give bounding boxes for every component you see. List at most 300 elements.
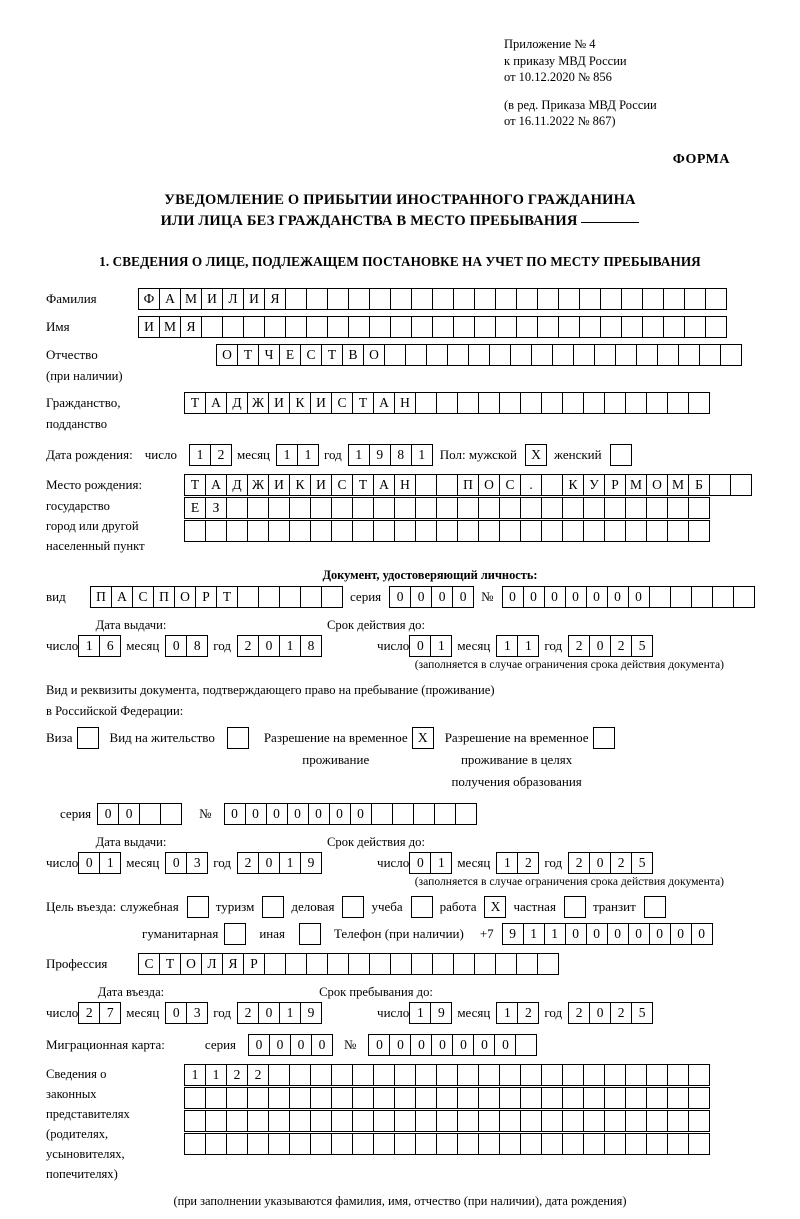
char-cell[interactable] bbox=[516, 953, 538, 975]
char-cell[interactable]: Я bbox=[264, 288, 286, 310]
char-cell[interactable] bbox=[709, 474, 731, 496]
char-cell[interactable] bbox=[610, 444, 632, 466]
char-cell[interactable] bbox=[667, 497, 689, 519]
char-cell[interactable]: 2 bbox=[210, 444, 232, 466]
char-cell[interactable]: Ж bbox=[247, 474, 269, 496]
char-cell[interactable] bbox=[625, 1133, 647, 1155]
char-cell[interactable] bbox=[541, 497, 563, 519]
char-cell[interactable] bbox=[299, 923, 321, 945]
char-cell[interactable]: А bbox=[205, 392, 227, 414]
char-cell[interactable] bbox=[226, 1087, 248, 1109]
char-cell[interactable]: И bbox=[268, 474, 290, 496]
char-cell[interactable] bbox=[562, 1064, 584, 1086]
char-cell[interactable] bbox=[625, 392, 647, 414]
char-cell[interactable] bbox=[455, 803, 477, 825]
char-cell[interactable]: О bbox=[646, 474, 668, 496]
char-cell[interactable] bbox=[327, 953, 349, 975]
char-cell[interactable] bbox=[688, 520, 710, 542]
char-cell[interactable] bbox=[160, 803, 182, 825]
char-cell[interactable] bbox=[646, 1133, 668, 1155]
char-cell[interactable]: 0 bbox=[473, 1034, 495, 1056]
char-cell[interactable]: 2 bbox=[517, 1002, 539, 1024]
char-cell[interactable] bbox=[394, 1087, 416, 1109]
char-cell[interactable] bbox=[432, 316, 454, 338]
char-cell[interactable]: Д bbox=[226, 392, 248, 414]
char-cell[interactable] bbox=[688, 1064, 710, 1086]
surname-cells[interactable] bbox=[138, 288, 726, 310]
char-cell[interactable] bbox=[348, 953, 370, 975]
char-cell[interactable]: 0 bbox=[544, 586, 566, 608]
purpose-item-checkbox-8[interactable] bbox=[299, 923, 320, 945]
birth-day-cells[interactable] bbox=[189, 444, 231, 466]
char-cell[interactable]: Е bbox=[184, 497, 206, 519]
birthplace-cells-row-2[interactable] bbox=[184, 497, 751, 519]
char-cell[interactable] bbox=[184, 1087, 206, 1109]
char-cell[interactable]: 0 bbox=[494, 1034, 516, 1056]
char-cell[interactable] bbox=[289, 1087, 311, 1109]
char-cell[interactable] bbox=[352, 1110, 374, 1132]
char-cell[interactable] bbox=[453, 316, 475, 338]
char-cell[interactable] bbox=[139, 803, 161, 825]
char-cell[interactable] bbox=[667, 1133, 689, 1155]
char-cell[interactable] bbox=[564, 896, 586, 918]
char-cell[interactable] bbox=[415, 1087, 437, 1109]
char-cell[interactable] bbox=[306, 288, 328, 310]
char-cell[interactable] bbox=[390, 288, 412, 310]
char-cell[interactable] bbox=[516, 288, 538, 310]
char-cell[interactable]: Т bbox=[216, 586, 238, 608]
char-cell[interactable] bbox=[478, 1064, 500, 1086]
identity-kind-cells[interactable] bbox=[90, 586, 342, 608]
permit-valid-month-cells[interactable] bbox=[496, 852, 538, 874]
char-cell[interactable] bbox=[184, 1133, 206, 1155]
char-cell[interactable] bbox=[247, 1087, 269, 1109]
char-cell[interactable] bbox=[625, 1087, 647, 1109]
char-cell[interactable] bbox=[558, 316, 580, 338]
char-cell[interactable] bbox=[583, 1064, 605, 1086]
char-cell[interactable]: 6 bbox=[99, 635, 121, 657]
char-cell[interactable] bbox=[371, 803, 393, 825]
entry-day-cells[interactable] bbox=[78, 1002, 120, 1024]
char-cell[interactable] bbox=[520, 1064, 542, 1086]
char-cell[interactable] bbox=[562, 1110, 584, 1132]
purpose-item-checkbox-6[interactable] bbox=[644, 896, 665, 918]
char-cell[interactable]: 0 bbox=[368, 1034, 390, 1056]
char-cell[interactable] bbox=[499, 1133, 521, 1155]
char-cell[interactable] bbox=[384, 344, 406, 366]
char-cell[interactable]: Д bbox=[226, 474, 248, 496]
char-cell[interactable] bbox=[646, 1064, 668, 1086]
char-cell[interactable] bbox=[478, 520, 500, 542]
char-cell[interactable] bbox=[593, 727, 615, 749]
char-cell[interactable]: 0 bbox=[266, 803, 288, 825]
char-cell[interactable] bbox=[279, 586, 301, 608]
char-cell[interactable]: 1 bbox=[279, 1002, 301, 1024]
char-cell[interactable] bbox=[373, 1064, 395, 1086]
char-cell[interactable] bbox=[604, 1110, 626, 1132]
char-cell[interactable]: И bbox=[268, 392, 290, 414]
char-cell[interactable] bbox=[562, 1087, 584, 1109]
char-cell[interactable] bbox=[268, 1110, 290, 1132]
char-cell[interactable] bbox=[352, 497, 374, 519]
char-cell[interactable] bbox=[289, 497, 311, 519]
char-cell[interactable] bbox=[594, 344, 616, 366]
char-cell[interactable] bbox=[310, 497, 332, 519]
char-cell[interactable] bbox=[285, 288, 307, 310]
char-cell[interactable] bbox=[457, 392, 479, 414]
char-cell[interactable]: Х bbox=[484, 896, 506, 918]
representatives-cells-row-3[interactable] bbox=[184, 1110, 709, 1132]
char-cell[interactable]: 0 bbox=[523, 586, 545, 608]
char-cell[interactable] bbox=[520, 520, 542, 542]
char-cell[interactable]: 2 bbox=[610, 635, 632, 657]
char-cell[interactable] bbox=[636, 344, 658, 366]
char-cell[interactable]: 0 bbox=[258, 852, 280, 874]
char-cell[interactable] bbox=[678, 344, 700, 366]
char-cell[interactable] bbox=[432, 953, 454, 975]
char-cell[interactable]: С bbox=[138, 953, 160, 975]
char-cell[interactable]: 1 bbox=[189, 444, 211, 466]
permit-series-cells[interactable] bbox=[97, 803, 181, 825]
char-cell[interactable] bbox=[331, 1087, 353, 1109]
char-cell[interactable] bbox=[373, 497, 395, 519]
identity-series-cells[interactable] bbox=[389, 586, 473, 608]
migration-card-number-cells[interactable] bbox=[368, 1034, 536, 1056]
char-cell[interactable] bbox=[646, 1110, 668, 1132]
char-cell[interactable]: И bbox=[310, 392, 332, 414]
identity-issue-month-cells[interactable] bbox=[165, 635, 207, 657]
char-cell[interactable] bbox=[226, 1133, 248, 1155]
char-cell[interactable] bbox=[394, 1064, 416, 1086]
char-cell[interactable]: О bbox=[478, 474, 500, 496]
char-cell[interactable] bbox=[205, 1133, 227, 1155]
char-cell[interactable] bbox=[688, 1110, 710, 1132]
temp-residence-checkbox[interactable] bbox=[412, 727, 433, 749]
char-cell[interactable]: 0 bbox=[269, 1034, 291, 1056]
char-cell[interactable]: Т bbox=[184, 474, 206, 496]
char-cell[interactable]: 5 bbox=[631, 852, 653, 874]
char-cell[interactable]: О bbox=[363, 344, 385, 366]
char-cell[interactable] bbox=[541, 1064, 563, 1086]
char-cell[interactable] bbox=[226, 497, 248, 519]
char-cell[interactable]: П bbox=[90, 586, 112, 608]
char-cell[interactable] bbox=[227, 727, 249, 749]
char-cell[interactable] bbox=[453, 288, 475, 310]
char-cell[interactable]: 2 bbox=[226, 1064, 248, 1086]
char-cell[interactable] bbox=[625, 520, 647, 542]
char-cell[interactable]: Б bbox=[688, 474, 710, 496]
char-cell[interactable]: 9 bbox=[430, 1002, 452, 1024]
char-cell[interactable] bbox=[310, 1110, 332, 1132]
char-cell[interactable]: Т bbox=[321, 344, 343, 366]
identity-issue-day-cells[interactable] bbox=[78, 635, 120, 657]
char-cell[interactable] bbox=[310, 1087, 332, 1109]
char-cell[interactable] bbox=[306, 316, 328, 338]
char-cell[interactable] bbox=[625, 1064, 647, 1086]
char-cell[interactable]: 1 bbox=[430, 852, 452, 874]
char-cell[interactable] bbox=[373, 1087, 395, 1109]
permit-issue-year-cells[interactable] bbox=[237, 852, 321, 874]
char-cell[interactable] bbox=[604, 1087, 626, 1109]
char-cell[interactable] bbox=[453, 953, 475, 975]
char-cell[interactable]: 0 bbox=[258, 1002, 280, 1024]
char-cell[interactable] bbox=[348, 316, 370, 338]
char-cell[interactable]: С bbox=[331, 474, 353, 496]
char-cell[interactable] bbox=[373, 1110, 395, 1132]
char-cell[interactable] bbox=[457, 520, 479, 542]
char-cell[interactable]: С bbox=[331, 392, 353, 414]
char-cell[interactable] bbox=[531, 344, 553, 366]
char-cell[interactable] bbox=[579, 288, 601, 310]
char-cell[interactable]: 0 bbox=[224, 803, 246, 825]
char-cell[interactable] bbox=[258, 586, 280, 608]
char-cell[interactable] bbox=[369, 288, 391, 310]
char-cell[interactable]: 0 bbox=[409, 635, 431, 657]
char-cell[interactable]: З bbox=[205, 497, 227, 519]
char-cell[interactable]: 0 bbox=[589, 1002, 611, 1024]
stay-day-cells[interactable] bbox=[409, 1002, 451, 1024]
birth-month-cells[interactable] bbox=[276, 444, 318, 466]
char-cell[interactable]: 0 bbox=[287, 803, 309, 825]
char-cell[interactable] bbox=[699, 344, 721, 366]
char-cell[interactable] bbox=[499, 392, 521, 414]
char-cell[interactable]: У bbox=[583, 474, 605, 496]
char-cell[interactable] bbox=[247, 1110, 269, 1132]
char-cell[interactable] bbox=[720, 344, 742, 366]
char-cell[interactable]: 1 bbox=[276, 444, 298, 466]
char-cell[interactable] bbox=[226, 1110, 248, 1132]
char-cell[interactable] bbox=[621, 288, 643, 310]
char-cell[interactable] bbox=[649, 586, 671, 608]
char-cell[interactable] bbox=[222, 316, 244, 338]
char-cell[interactable] bbox=[457, 1133, 479, 1155]
char-cell[interactable] bbox=[541, 1110, 563, 1132]
char-cell[interactable]: Т bbox=[184, 392, 206, 414]
char-cell[interactable] bbox=[583, 1133, 605, 1155]
char-cell[interactable] bbox=[331, 497, 353, 519]
char-cell[interactable] bbox=[667, 1110, 689, 1132]
char-cell[interactable] bbox=[205, 520, 227, 542]
char-cell[interactable] bbox=[646, 392, 668, 414]
char-cell[interactable]: 0 bbox=[452, 586, 474, 608]
migration-card-series-cells[interactable] bbox=[248, 1034, 332, 1056]
char-cell[interactable] bbox=[541, 474, 563, 496]
char-cell[interactable]: 0 bbox=[649, 923, 671, 945]
char-cell[interactable] bbox=[499, 497, 521, 519]
char-cell[interactable] bbox=[394, 1110, 416, 1132]
char-cell[interactable] bbox=[541, 520, 563, 542]
char-cell[interactable] bbox=[436, 497, 458, 519]
char-cell[interactable] bbox=[392, 803, 414, 825]
char-cell[interactable]: 1 bbox=[348, 444, 370, 466]
char-cell[interactable]: 1 bbox=[99, 852, 121, 874]
char-cell[interactable] bbox=[226, 520, 248, 542]
char-cell[interactable] bbox=[478, 1087, 500, 1109]
char-cell[interactable]: 0 bbox=[329, 803, 351, 825]
char-cell[interactable] bbox=[541, 392, 563, 414]
char-cell[interactable] bbox=[495, 288, 517, 310]
char-cell[interactable] bbox=[663, 288, 685, 310]
identity-valid-day-cells[interactable] bbox=[409, 635, 451, 657]
char-cell[interactable]: А bbox=[159, 288, 181, 310]
edu-residence-checkbox[interactable] bbox=[593, 727, 614, 749]
char-cell[interactable] bbox=[583, 497, 605, 519]
char-cell[interactable] bbox=[562, 1133, 584, 1155]
char-cell[interactable]: 1 bbox=[184, 1064, 206, 1086]
char-cell[interactable] bbox=[394, 1133, 416, 1155]
permit-valid-day-cells[interactable] bbox=[409, 852, 451, 874]
char-cell[interactable] bbox=[562, 520, 584, 542]
char-cell[interactable]: К bbox=[562, 474, 584, 496]
char-cell[interactable] bbox=[670, 586, 692, 608]
char-cell[interactable]: 0 bbox=[410, 586, 432, 608]
char-cell[interactable]: Х bbox=[525, 444, 547, 466]
char-cell[interactable] bbox=[327, 316, 349, 338]
char-cell[interactable]: 8 bbox=[186, 635, 208, 657]
char-cell[interactable]: 0 bbox=[165, 635, 187, 657]
char-cell[interactable] bbox=[268, 1133, 290, 1155]
identity-issue-year-cells[interactable] bbox=[237, 635, 321, 657]
char-cell[interactable] bbox=[331, 1110, 353, 1132]
char-cell[interactable] bbox=[289, 1064, 311, 1086]
char-cell[interactable]: Р bbox=[604, 474, 626, 496]
char-cell[interactable]: 0 bbox=[607, 586, 629, 608]
char-cell[interactable] bbox=[604, 520, 626, 542]
char-cell[interactable] bbox=[510, 344, 532, 366]
char-cell[interactable]: Л bbox=[222, 288, 244, 310]
char-cell[interactable] bbox=[625, 497, 647, 519]
permit-issue-month-cells[interactable] bbox=[165, 852, 207, 874]
char-cell[interactable] bbox=[352, 520, 374, 542]
char-cell[interactable] bbox=[520, 497, 542, 519]
char-cell[interactable]: 8 bbox=[300, 635, 322, 657]
char-cell[interactable]: . bbox=[520, 474, 542, 496]
char-cell[interactable]: Я bbox=[180, 316, 202, 338]
char-cell[interactable] bbox=[457, 1087, 479, 1109]
char-cell[interactable] bbox=[489, 344, 511, 366]
char-cell[interactable]: 0 bbox=[118, 803, 140, 825]
char-cell[interactable] bbox=[537, 288, 559, 310]
sex-male-checkbox[interactable] bbox=[525, 444, 546, 466]
char-cell[interactable] bbox=[600, 288, 622, 310]
char-cell[interactable] bbox=[394, 497, 416, 519]
char-cell[interactable] bbox=[394, 520, 416, 542]
name-cells[interactable] bbox=[138, 316, 726, 338]
char-cell[interactable] bbox=[348, 288, 370, 310]
char-cell[interactable]: 1 bbox=[544, 923, 566, 945]
char-cell[interactable]: 1 bbox=[496, 635, 518, 657]
char-cell[interactable]: 0 bbox=[248, 1034, 270, 1056]
char-cell[interactable]: 0 bbox=[589, 852, 611, 874]
char-cell[interactable] bbox=[415, 1133, 437, 1155]
purpose-item-checkbox-1[interactable] bbox=[262, 896, 283, 918]
char-cell[interactable] bbox=[478, 497, 500, 519]
permit-number-cells[interactable] bbox=[224, 803, 476, 825]
char-cell[interactable]: 0 bbox=[308, 803, 330, 825]
char-cell[interactable]: И bbox=[138, 316, 160, 338]
char-cell[interactable]: П bbox=[153, 586, 175, 608]
char-cell[interactable]: М bbox=[159, 316, 181, 338]
char-cell[interactable]: С bbox=[499, 474, 521, 496]
char-cell[interactable]: П bbox=[457, 474, 479, 496]
char-cell[interactable] bbox=[306, 953, 328, 975]
char-cell[interactable] bbox=[436, 392, 458, 414]
char-cell[interactable] bbox=[436, 520, 458, 542]
char-cell[interactable] bbox=[520, 1087, 542, 1109]
char-cell[interactable]: 5 bbox=[631, 1002, 653, 1024]
char-cell[interactable] bbox=[411, 953, 433, 975]
char-cell[interactable] bbox=[499, 520, 521, 542]
representatives-cells-row-4[interactable] bbox=[184, 1133, 709, 1155]
char-cell[interactable] bbox=[432, 288, 454, 310]
char-cell[interactable] bbox=[285, 953, 307, 975]
char-cell[interactable]: О bbox=[216, 344, 238, 366]
char-cell[interactable]: Ф bbox=[138, 288, 160, 310]
char-cell[interactable] bbox=[369, 953, 391, 975]
char-cell[interactable]: 3 bbox=[186, 852, 208, 874]
char-cell[interactable]: 5 bbox=[631, 635, 653, 657]
patronymic-cells[interactable] bbox=[216, 344, 741, 366]
char-cell[interactable] bbox=[224, 923, 246, 945]
char-cell[interactable]: Я bbox=[222, 953, 244, 975]
char-cell[interactable] bbox=[604, 1064, 626, 1086]
char-cell[interactable] bbox=[583, 392, 605, 414]
char-cell[interactable] bbox=[474, 316, 496, 338]
char-cell[interactable] bbox=[646, 1087, 668, 1109]
char-cell[interactable] bbox=[667, 392, 689, 414]
char-cell[interactable]: И bbox=[201, 288, 223, 310]
char-cell[interactable]: 2 bbox=[610, 1002, 632, 1024]
char-cell[interactable] bbox=[331, 520, 353, 542]
char-cell[interactable] bbox=[657, 344, 679, 366]
char-cell[interactable]: А bbox=[111, 586, 133, 608]
char-cell[interactable] bbox=[369, 316, 391, 338]
char-cell[interactable] bbox=[646, 497, 668, 519]
char-cell[interactable]: 0 bbox=[565, 586, 587, 608]
char-cell[interactable] bbox=[264, 953, 286, 975]
char-cell[interactable]: М bbox=[180, 288, 202, 310]
purpose-item-checkbox-5[interactable] bbox=[564, 896, 585, 918]
char-cell[interactable] bbox=[457, 1064, 479, 1086]
birth-year-cells[interactable] bbox=[348, 444, 432, 466]
char-cell[interactable] bbox=[436, 1064, 458, 1086]
char-cell[interactable] bbox=[310, 1133, 332, 1155]
char-cell[interactable]: 1 bbox=[496, 1002, 518, 1024]
char-cell[interactable]: А bbox=[205, 474, 227, 496]
purpose-item-checkbox-2[interactable] bbox=[342, 896, 363, 918]
char-cell[interactable]: 0 bbox=[431, 1034, 453, 1056]
char-cell[interactable]: А bbox=[373, 474, 395, 496]
char-cell[interactable]: 0 bbox=[409, 852, 431, 874]
char-cell[interactable]: М bbox=[667, 474, 689, 496]
char-cell[interactable] bbox=[684, 316, 706, 338]
char-cell[interactable] bbox=[515, 1034, 537, 1056]
char-cell[interactable] bbox=[499, 1110, 521, 1132]
char-cell[interactable]: Н bbox=[394, 474, 416, 496]
char-cell[interactable] bbox=[541, 1087, 563, 1109]
citizenship-cells[interactable] bbox=[184, 392, 709, 414]
char-cell[interactable]: 0 bbox=[628, 586, 650, 608]
char-cell[interactable] bbox=[600, 316, 622, 338]
char-cell[interactable]: И bbox=[243, 288, 265, 310]
char-cell[interactable]: 2 bbox=[568, 635, 590, 657]
char-cell[interactable]: 9 bbox=[300, 1002, 322, 1024]
char-cell[interactable] bbox=[77, 727, 99, 749]
entry-year-cells[interactable] bbox=[237, 1002, 321, 1024]
char-cell[interactable] bbox=[562, 392, 584, 414]
char-cell[interactable]: 1 bbox=[517, 635, 539, 657]
char-cell[interactable] bbox=[411, 896, 433, 918]
